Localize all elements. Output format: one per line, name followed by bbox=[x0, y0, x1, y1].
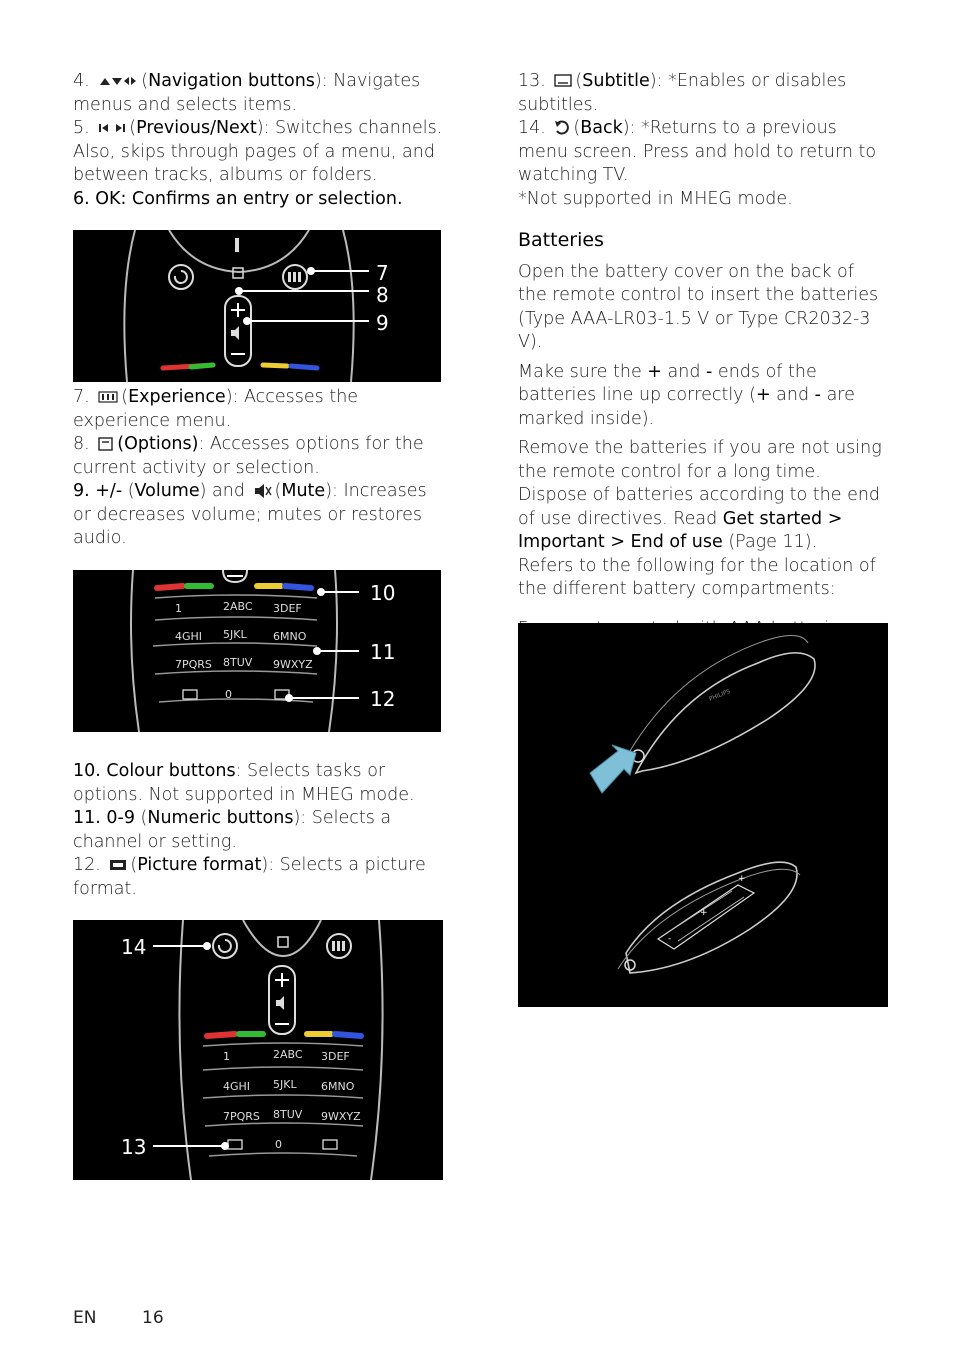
key-5: 5JKL bbox=[223, 628, 247, 641]
back-icon bbox=[554, 120, 570, 136]
mute-icon bbox=[254, 483, 272, 499]
callout-8: 8 bbox=[376, 283, 389, 307]
left-column-3 bbox=[73, 760, 443, 901]
previous-next-icon bbox=[98, 123, 126, 133]
callout-13: 13 bbox=[121, 1135, 147, 1159]
item-5: 5. (Previous/Next): Switches channels. Also, skips through pages of a menu, and between tracks, albums or folders. bbox=[73, 118, 443, 185]
callout-14: 14 bbox=[121, 935, 147, 959]
battery-plus-mark: + bbox=[738, 874, 746, 884]
batteries-p2: Make sure the + and - ends of the batteries line up correctly (+ and - are marked inside). bbox=[518, 361, 855, 429]
item-12: 12. (Picture format): Selects a picture format. bbox=[73, 855, 426, 899]
key-0: 0 bbox=[225, 688, 232, 701]
callout-7: 7 bbox=[376, 261, 389, 285]
left-column-2 bbox=[73, 386, 443, 551]
experience-icon bbox=[98, 391, 118, 403]
brand-logo: PHILIPS bbox=[708, 687, 732, 703]
item-8: 8. (Options): Accesses options for the current activity or selection. bbox=[73, 434, 424, 478]
key-9: 9WXYZ bbox=[273, 658, 313, 671]
key-6: 6MNO bbox=[321, 1080, 355, 1093]
item-6: 6. OK: Confirms an entry or selection. bbox=[73, 188, 403, 209]
remote-figure-3 bbox=[73, 920, 443, 1180]
key-7: 7PQRS bbox=[175, 658, 212, 671]
navigation-buttons-icon bbox=[98, 76, 138, 86]
mheg-note: *Not supported in MHEG mode. bbox=[518, 188, 793, 209]
left-column bbox=[73, 70, 443, 211]
key-3: 3DEF bbox=[321, 1050, 350, 1063]
key-2: 2ABC bbox=[273, 1048, 303, 1061]
key-1: 1 bbox=[175, 602, 182, 615]
remote-figure-2 bbox=[73, 570, 441, 732]
callout-9: 9 bbox=[376, 311, 389, 335]
battery-minus-mark: - bbox=[668, 934, 672, 944]
batteries-heading: Batteries bbox=[518, 229, 604, 251]
key-9: 9WXYZ bbox=[321, 1110, 361, 1123]
item-9: 9. +/- (Volume) and (Mute): Increases or decreases volume; mutes or restores audio. bbox=[73, 481, 427, 548]
picture-format-icon bbox=[109, 859, 127, 871]
key-8: 8TUV bbox=[223, 656, 253, 669]
key-0: 0 bbox=[275, 1138, 282, 1151]
item-10: 10. Colour buttons: Selects tasks or options. Not supported in MHEG mode. bbox=[73, 761, 415, 805]
item-4: 4. (Navigation buttons): Navigates menus and selects items. bbox=[73, 71, 421, 115]
batteries-p1: Open the battery cover on the back of the remote control to insert the batteries (Type AAA-LR03-1.5 V or Type CR2032-3 V). bbox=[518, 261, 879, 352]
key-8: 8TUV bbox=[273, 1108, 303, 1121]
key-4: 4GHI bbox=[175, 630, 203, 643]
item-14: 14. (Back): *Returns to a previous menu screen. Press and hold to return to watching TV. bbox=[518, 118, 877, 185]
options-icon bbox=[98, 436, 114, 452]
key-4: 4GHI bbox=[223, 1080, 251, 1093]
battery-figure bbox=[518, 623, 888, 1007]
key-5: 5JKL bbox=[273, 1078, 297, 1091]
subtitle-icon bbox=[554, 74, 572, 88]
key-2: 2ABC bbox=[223, 600, 253, 613]
callout-10: 10 bbox=[370, 581, 396, 605]
batteries-p3: Remove the batteries if you are not using the remote control for a long time. Dispose of batteries according to the end of use directives. Read Get started > Important > End of use (Page 11). bbox=[518, 438, 882, 552]
item-11: 11. 0-9 (Numeric buttons): Selects a channel or setting. bbox=[73, 808, 392, 852]
callout-11: 11 bbox=[370, 640, 396, 664]
battery-plus-mark-2: + bbox=[700, 908, 708, 918]
page-number: 16 bbox=[142, 1308, 164, 1328]
batteries-p4: Refers to the following for the location of the different battery compartments: bbox=[518, 555, 876, 599]
key-3: 3DEF bbox=[273, 602, 302, 615]
item-13: 13. (Subtitle): *Enables or disables subtitles. bbox=[518, 71, 847, 115]
callout-12: 12 bbox=[370, 687, 396, 711]
right-column bbox=[518, 70, 888, 665]
key-7: 7PQRS bbox=[223, 1110, 260, 1123]
remote-figure-1 bbox=[73, 230, 441, 382]
key-1: 1 bbox=[223, 1050, 230, 1063]
end-of-use-link[interactable]: Get started > Important > End of use bbox=[518, 508, 843, 552]
footer-language: EN bbox=[73, 1308, 97, 1328]
key-6: 6MNO bbox=[273, 630, 307, 643]
item-7: 7. (Experience): Accesses the experience menu. bbox=[73, 387, 359, 431]
